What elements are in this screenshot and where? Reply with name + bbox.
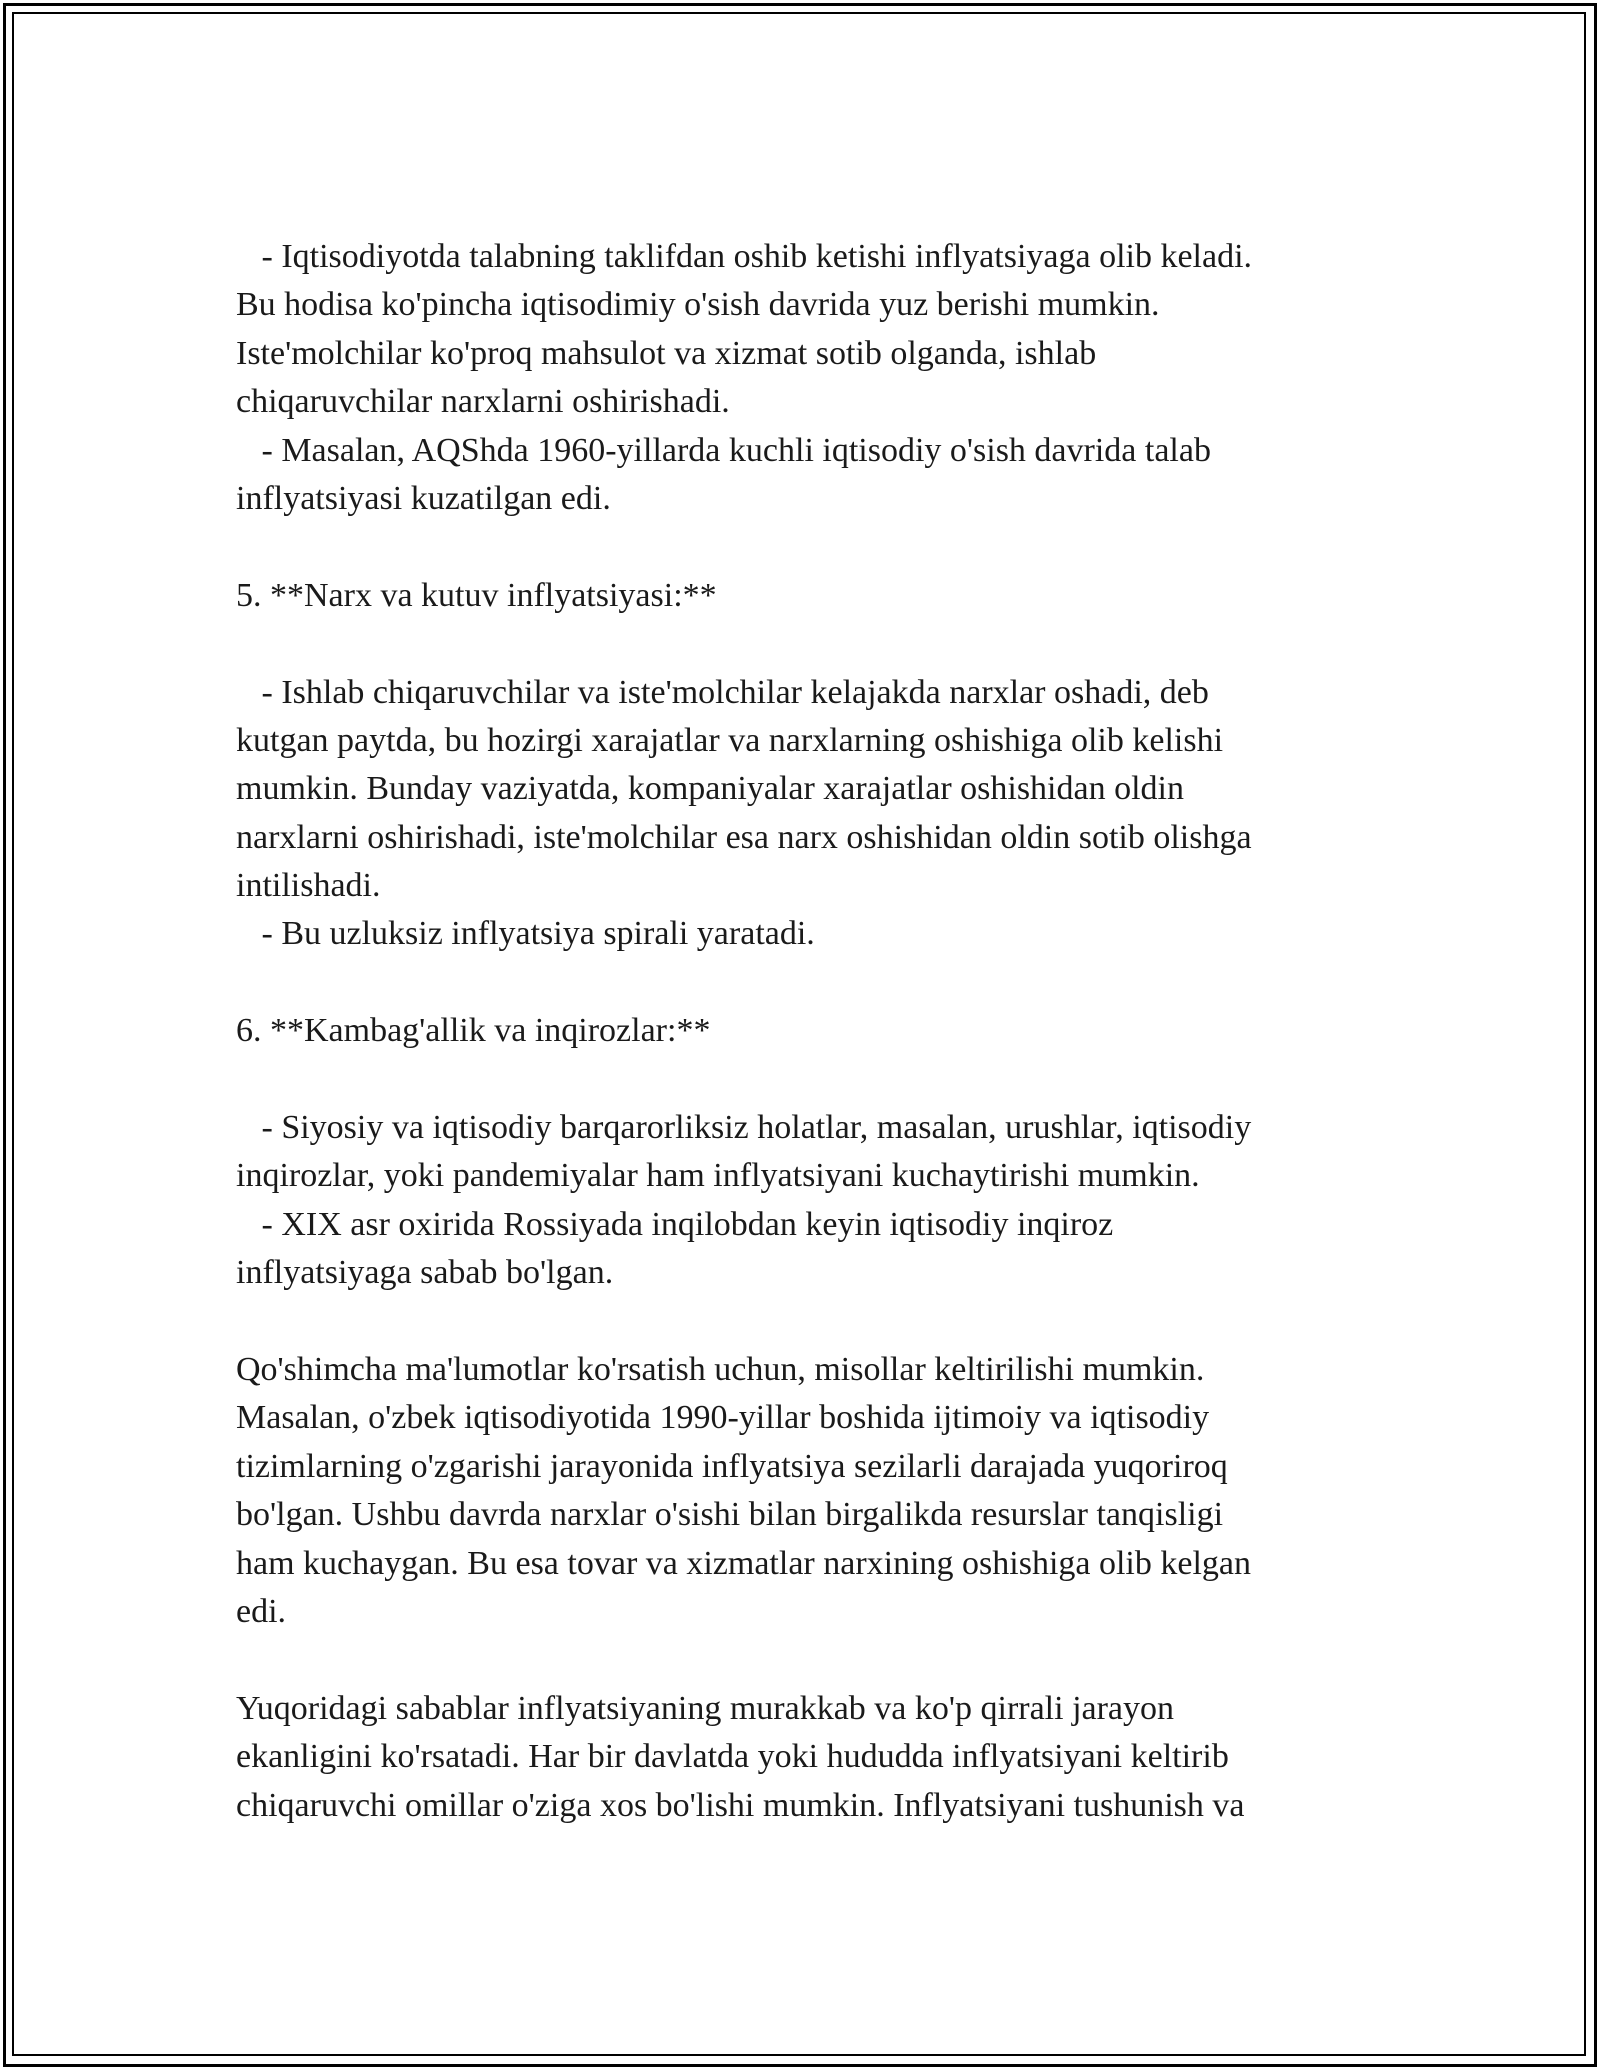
- blank-line: [236, 1298, 1386, 1346]
- text-line: - Masalan, AQShda 1960-yillarda kuchli iqtisodiy o'sish davrida talab: [236, 431, 1211, 469]
- section-heading: 6. **Kambag'allik va inqirozlar:**: [236, 1012, 711, 1050]
- text-line: - XIX asr oxirida Rossiyada inqilobdan keyin iqtisodiy inqiroz: [236, 1205, 1114, 1243]
- blank-line: [236, 620, 1386, 668]
- text-line: Iste'molchilar ko'proq mahsulot va xizmat sotib olganda, ishlab: [236, 334, 1097, 372]
- text-line: inqirozlar, yoki pandemiyalar ham inflyatsiyani kuchaytirishi mumkin.: [236, 1157, 1200, 1195]
- text-line: inflyatsiyaga sabab bo'lgan.: [236, 1254, 614, 1292]
- text-line: Masalan, o'zbek iqtisodiyotida 1990-yillar boshida ijtimoiy va iqtisodiy: [236, 1399, 1210, 1437]
- text-line: tizimlarning o'zgarishi jarayonida inflyatsiya sezilarli darajada yuqoriroq: [236, 1447, 1228, 1485]
- section-heading: 5. **Narx va kutuv inflyatsiyasi:**: [236, 576, 717, 614]
- blank-line: [236, 1056, 1386, 1104]
- text-line: edi.: [236, 1592, 287, 1630]
- text-line: Qo'shimcha ma'lumotlar ko'rsatish uchun, misollar keltirilishi mumkin.: [236, 1350, 1205, 1388]
- text-line: Bu hodisa ko'pincha iqtisodimiy o'sish davrida yuz berishi mumkin.: [236, 286, 1160, 324]
- text-line: kutgan paytda, bu hozirgi xarajatlar va narxlarning oshishiga olib kelishi: [236, 721, 1224, 759]
- text-line: - Siyosiy va iqtisodiy barqarorliksiz holatlar, masalan, urushlar, iqtisodiy: [236, 1109, 1252, 1147]
- text-line: Yuqoridagi sabablar inflyatsiyaning murakkab va ko'p qirrali jarayon: [236, 1689, 1175, 1727]
- text-line: chiqaruvchi omillar o'ziga xos bo'lishi mumkin. Inflyatsiyani tushunish va: [236, 1786, 1245, 1824]
- document-body: [236, 233, 1386, 1830]
- text-line: - Bu uzluksiz inflyatsiya spirali yaratadi.: [236, 915, 815, 953]
- blank-line: [236, 1636, 1386, 1684]
- text-line: ham kuchaygan. Bu esa tovar va xizmatlar narxining oshishiga olib kelgan: [236, 1544, 1252, 1582]
- text-line: ekanligini ko'rsatadi. Har bir davlatda yoki hududda inflyatsiyani keltirib: [236, 1738, 1229, 1776]
- text-line: intilishadi.: [236, 867, 381, 905]
- text-line: inflyatsiyasi kuzatilgan edi.: [236, 479, 611, 517]
- text-line: bo'lgan. Ushbu davrda narxlar o'sishi bilan birgalikda resurslar tanqisligi: [236, 1496, 1224, 1534]
- text-line: - Ishlab chiqaruvchilar va iste'molchilar kelajakda narxlar oshadi, deb: [236, 673, 1209, 711]
- text-line: mumkin. Bunday vaziyatda, kompaniyalar xarajatlar oshishidan oldin: [236, 770, 1184, 808]
- blank-line: [236, 959, 1386, 1007]
- text-line: - Iqtisodiyotda talabning taklifdan oshib ketishi inflyatsiyaga olib keladi.: [236, 238, 1253, 275]
- text-line: chiqaruvchilar narxlarni oshirishadi.: [236, 383, 730, 421]
- blank-line: [236, 523, 1386, 571]
- text-line: narxlarni oshirishadi, iste'molchilar esa narx oshishidan oldin sotib olishga: [236, 818, 1252, 856]
